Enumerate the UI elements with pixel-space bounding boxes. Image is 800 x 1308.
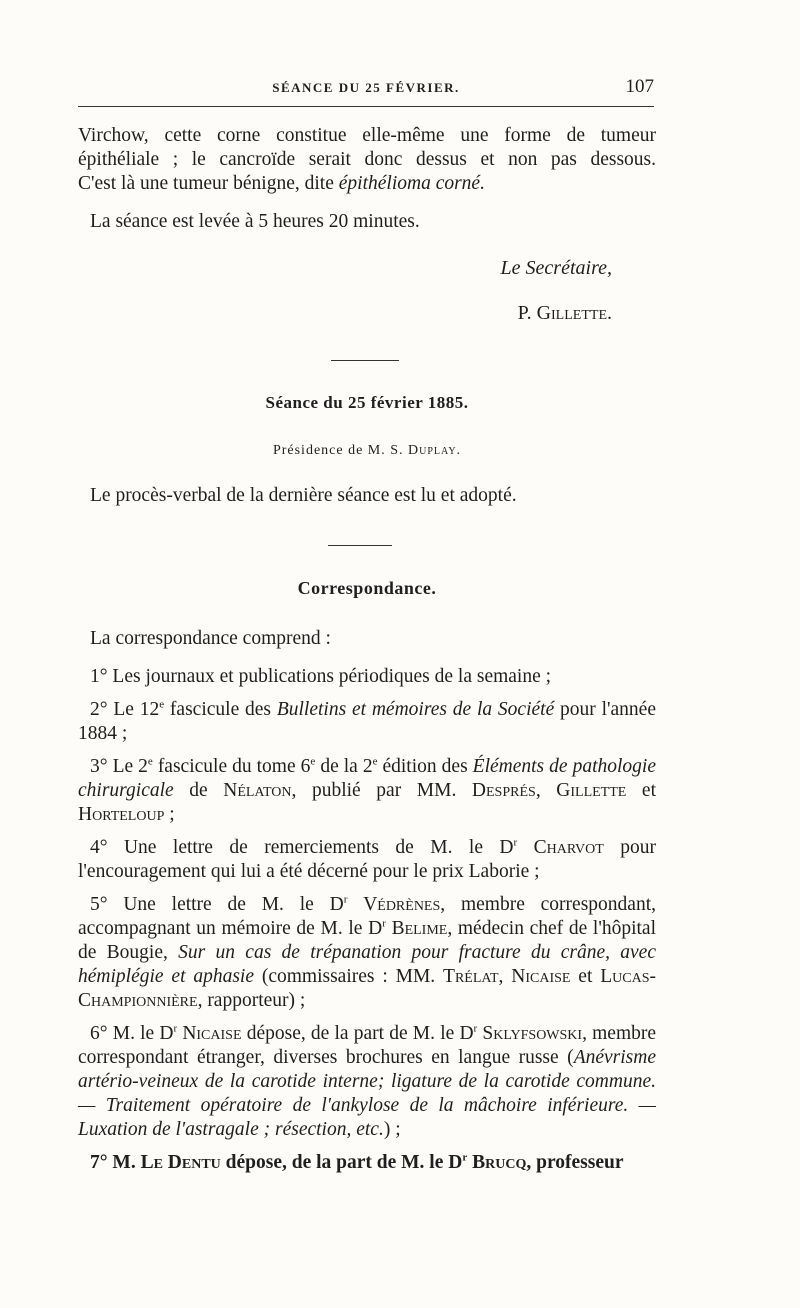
item-3-text-c: de la 2 xyxy=(315,756,373,777)
signature-name-text: P. Gillette. xyxy=(517,302,612,324)
seance-levee xyxy=(78,210,656,243)
item-3-name-3: Gillette xyxy=(556,780,627,801)
item-3-name-4: Horteloup xyxy=(78,804,165,825)
item-7-text-a: 7° M. xyxy=(90,1152,141,1173)
item-3-text-b: fascicule du tome 6 xyxy=(152,756,311,777)
item-5-text-a: 5° Une lettre de M. le D xyxy=(90,894,344,915)
item-7 xyxy=(78,1151,656,1175)
page-header xyxy=(78,78,654,107)
item-4-sup: r xyxy=(513,836,518,849)
item-3-text-e: de xyxy=(173,780,224,801)
intro-line-1: Virchow, cette corne constitue elle-même une forme de tumeur xyxy=(78,125,656,146)
seance-levee-text: La séance est levée à 5 heures 20 minutes. xyxy=(90,211,420,232)
item-5 xyxy=(78,893,656,1013)
item-5-sup-2: r xyxy=(382,917,386,930)
item-3 xyxy=(78,755,656,827)
page-number: 107 xyxy=(625,76,654,97)
presidence-name: Duplay. xyxy=(408,443,462,458)
item-6-sup-2: r xyxy=(473,1022,478,1035)
item-3-text-g: , xyxy=(535,780,557,801)
intro-paragraph xyxy=(78,124,656,196)
item-3-sup-2: e xyxy=(310,755,316,768)
proces-verbal xyxy=(78,484,656,517)
separator-rule-1 xyxy=(331,360,399,361)
running-title: SÉANCE DU 25 FÉVRIER. xyxy=(272,80,460,95)
intro-line-2: épithéliale ; le cancroïde serait donc dessus et non pas dessous. xyxy=(78,149,656,170)
intro-line-3 xyxy=(78,172,656,196)
correspondance-body xyxy=(78,627,656,1184)
item-6 xyxy=(78,1022,656,1142)
signature-role xyxy=(78,257,612,280)
item-5-text-b xyxy=(347,894,363,915)
item-7-name-2: Brucq xyxy=(472,1152,527,1173)
item-2-text-b: fascicule des xyxy=(164,699,277,720)
correspondance-intro: La correspondance comprend : xyxy=(90,628,331,649)
separator-rule-2 xyxy=(328,545,392,546)
item-5-name-1: Védrènes xyxy=(363,894,441,915)
presidence-line xyxy=(78,443,656,459)
item-5-name-3: Trélat xyxy=(443,966,499,987)
item-2-text-c: pour l'année 1884 ; xyxy=(78,699,656,744)
item-5-text-e: , médecin chef de l'hôpital de Bougie, xyxy=(78,918,656,963)
item-6-text-a: 6° M. le D xyxy=(90,1023,174,1044)
correspondance-heading: Correspondance. xyxy=(297,578,437,598)
signature-role-text: Le Secrétaire, xyxy=(500,257,612,279)
item-3-sup-3: e xyxy=(372,755,378,768)
item-2-sup: e xyxy=(159,698,165,711)
intro-line-3-italic: épithélioma corné. xyxy=(338,173,485,194)
item-6-name-1: Nicaise xyxy=(182,1023,242,1044)
intro-line-3-text: C'est là une tumeur bénigne, dite xyxy=(78,173,339,194)
item-3-text-h: et xyxy=(626,780,657,801)
item-4-name: Charvot xyxy=(533,837,604,858)
item-5-text-c: , membre correspondant, accompagnant un mémoire de M. le D xyxy=(78,894,656,939)
item-2 xyxy=(78,698,656,746)
item-5-name-5: Lucas-Championnière xyxy=(78,966,656,1011)
item-5-italic: Sur un cas de trépanation pour fracture du crâne, avec hémiplégie et aphasie xyxy=(78,942,656,987)
item-4 xyxy=(78,836,656,884)
item-6-sup-1: r xyxy=(173,1022,178,1035)
presidence-prefix: Présidence de M. S. xyxy=(272,443,409,458)
item-5-sup-1: r xyxy=(343,893,348,906)
item-3-name-2: Després xyxy=(471,780,536,801)
item-5-name-4: Nicaise xyxy=(511,966,571,987)
item-7-name-1: Le Dentu xyxy=(140,1152,221,1173)
item-3-text-i: ; xyxy=(164,804,175,825)
item-3-text-f: , publié par MM. xyxy=(291,780,472,801)
item-6-text-e: , membre correspondant étranger, diverses brochures en langue russe ( xyxy=(78,1023,657,1068)
item-6-text-c: dépose, de la part de M. le D xyxy=(241,1023,474,1044)
item-6-italic: Anévrisme artério-veineux de la carotide interne; ligature de la carotide commune. — Traitement opératoire de l'ankylose de la mâchoire inférieure. — Luxation de l'astragale ; résection, etc. xyxy=(78,1047,656,1140)
item-3-italic: Éléments de pathologie chirurgicale xyxy=(78,756,656,801)
proces-verbal-text: Le procès-verbal de la dernière séance est lu et adopté. xyxy=(90,485,517,506)
item-5-text-i: , rapporteur) ; xyxy=(197,990,306,1011)
item-6-name-2: Sklyfsowski xyxy=(482,1023,583,1044)
item-6-text-f: ) ; xyxy=(383,1119,401,1140)
item-5-name-2: Belime xyxy=(391,918,448,939)
item-4-text-a: 4° Une lettre de remerciements de M. le D xyxy=(90,837,514,858)
item-7-sup: r xyxy=(462,1151,468,1164)
item-7-text-d: , professeur xyxy=(526,1152,624,1173)
seance-title: Séance du 25 février 1885. xyxy=(265,393,469,412)
signature-name xyxy=(78,302,612,325)
item-5-text-f: (commissaires : MM. xyxy=(254,966,444,987)
item-4-text-b xyxy=(517,837,533,858)
item-2-italic: Bulletins et mémoires de la Société xyxy=(276,699,555,720)
item-3-text-a: 3° Le 2 xyxy=(90,756,148,777)
item-1: 1° Les journaux et publications périodiques de la semaine ; xyxy=(90,666,552,687)
item-4-text-c: pour l'encouragement qui lui a été décerné pour le prix Laborie ; xyxy=(78,837,657,882)
item-3-name-1: Nélaton xyxy=(223,780,292,801)
item-5-text-h: et xyxy=(570,966,601,987)
item-3-text-d: édition des xyxy=(377,756,473,777)
item-3-sup-1: e xyxy=(147,755,153,768)
item-5-text-g: , xyxy=(498,966,512,987)
item-7-text-b: dépose, de la part de M. le D xyxy=(220,1152,463,1173)
item-2-text-a: 2° Le 12 xyxy=(90,699,160,720)
